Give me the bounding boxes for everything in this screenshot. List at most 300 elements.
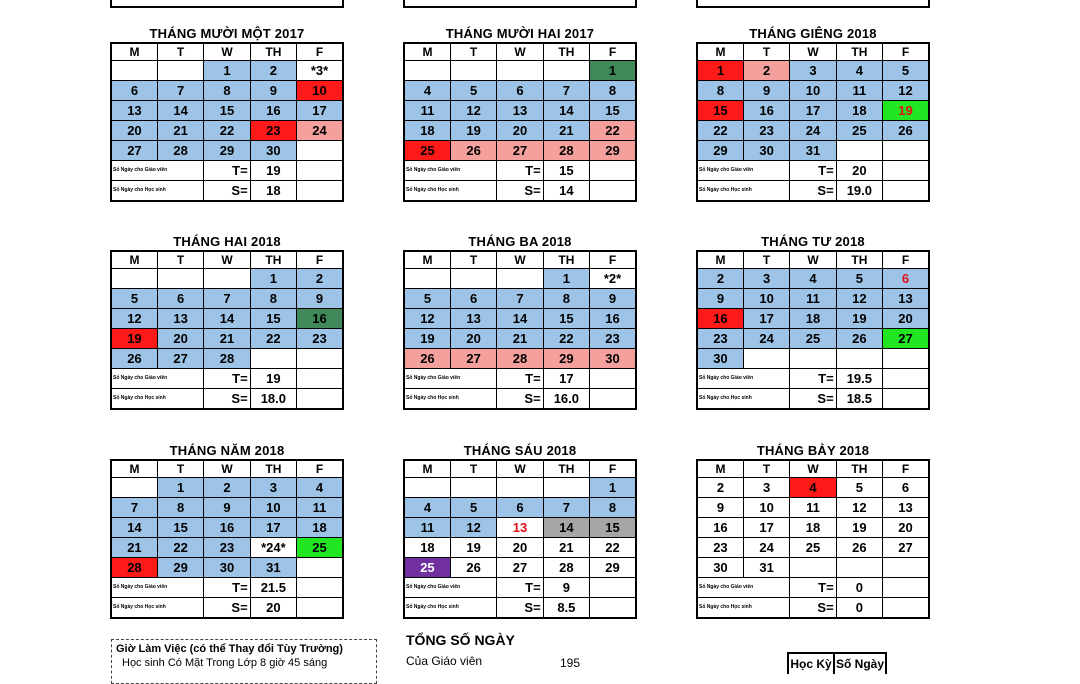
week-row: [111, 61, 343, 81]
day-cell: 15: [250, 309, 296, 329]
day-cell: [404, 269, 450, 289]
teacher-days-label: Số Ngày cho Giáo viên: [111, 161, 204, 181]
empty-cell: [590, 389, 636, 410]
day-cell: 20: [883, 309, 929, 329]
week-row: [404, 498, 636, 518]
weekday-header: W: [204, 251, 250, 269]
day-cell: 25: [790, 538, 836, 558]
teacher-days-value: 15: [543, 161, 589, 181]
student-key: S=: [497, 389, 543, 410]
day-cell: 26: [404, 349, 450, 369]
day-cell: 6: [883, 478, 929, 498]
teacher-days-value: 20: [836, 161, 882, 181]
weekday-header: F: [590, 460, 636, 478]
day-cell: 3: [743, 269, 789, 289]
student-days-value: 8.5: [543, 598, 589, 619]
day-cell: 22: [590, 538, 636, 558]
day-cell: [497, 61, 543, 81]
day-cell: 22: [543, 329, 589, 349]
day-cell: 21: [204, 329, 250, 349]
student-days-value: 18: [250, 181, 296, 202]
weekday-header: W: [204, 43, 250, 61]
day-cell: 18: [297, 518, 343, 538]
weekday-header: T: [450, 43, 496, 61]
week-row: [111, 121, 343, 141]
day-cell: 23: [297, 329, 343, 349]
day-cell: 13: [111, 101, 157, 121]
day-cell: 10: [790, 81, 836, 101]
week-row: [697, 309, 929, 329]
day-cell: [157, 61, 203, 81]
weekday-header: F: [297, 251, 343, 269]
day-cell: 26: [836, 538, 882, 558]
days-header: Số Ngày: [835, 652, 887, 674]
day-cell: 7: [543, 498, 589, 518]
weekday-header: F: [883, 251, 929, 269]
empty-cell: [297, 161, 343, 181]
day-cell: 16: [697, 309, 743, 329]
month-title: THÁNG MƯỜI MỘT 2017: [149, 26, 305, 41]
week-row: [697, 518, 929, 538]
student-days-row: [404, 389, 636, 410]
day-cell: 20: [497, 538, 543, 558]
student-days-label: Số Ngày cho Học sinh: [697, 598, 790, 619]
month-title: THÁNG HAI 2018: [173, 234, 281, 249]
day-cell: [543, 61, 589, 81]
day-cell: 15: [204, 101, 250, 121]
day-cell: 17: [743, 309, 789, 329]
day-cell: 8: [157, 498, 203, 518]
day-cell: 10: [250, 498, 296, 518]
weekday-header: F: [297, 460, 343, 478]
week-row: [697, 269, 929, 289]
day-cell: 28: [157, 141, 203, 161]
week-row: [111, 269, 343, 289]
weekday-header: M: [697, 460, 743, 478]
teacher-key: T=: [790, 369, 836, 389]
weekday-header: W: [497, 43, 543, 61]
student-days-value: 19.0: [836, 181, 882, 202]
day-cell: 1: [250, 269, 296, 289]
day-cell: 12: [404, 309, 450, 329]
student-days-value: 14: [543, 181, 589, 202]
teacher-days-value: 21.5: [250, 578, 296, 598]
student-days-row: [111, 181, 343, 202]
student-days-value: 18.0: [250, 389, 296, 410]
day-cell: 17: [743, 518, 789, 538]
weekday-header: F: [883, 460, 929, 478]
day-cell: 18: [404, 538, 450, 558]
teacher-days-value: 0: [836, 578, 882, 598]
day-cell: 5: [836, 269, 882, 289]
day-cell: 19: [111, 329, 157, 349]
day-cell: 17: [790, 101, 836, 121]
weekday-header: T: [450, 251, 496, 269]
day-cell: 6: [883, 269, 929, 289]
day-cell: [497, 478, 543, 498]
day-cell: [111, 478, 157, 498]
day-cell: 15: [157, 518, 203, 538]
month-grid: [403, 250, 637, 410]
teacher-days-label: Số Ngày cho Giáo viên: [404, 369, 497, 389]
day-cell: 5: [836, 478, 882, 498]
day-cell: 18: [836, 101, 882, 121]
student-days-row: [697, 389, 929, 410]
day-cell: 12: [836, 498, 882, 518]
day-cell: 1: [204, 61, 250, 81]
day-cell: 20: [883, 518, 929, 538]
day-cell: 2: [697, 478, 743, 498]
day-cell: 4: [836, 61, 882, 81]
teacher-days-value: 19: [250, 161, 296, 181]
month-grid: [403, 459, 637, 619]
week-row: [111, 498, 343, 518]
day-cell: 15: [543, 309, 589, 329]
day-cell: 29: [697, 141, 743, 161]
weekday-header: W: [790, 43, 836, 61]
student-key: S=: [790, 181, 836, 202]
day-cell: 26: [450, 558, 496, 578]
day-cell: 14: [204, 309, 250, 329]
month-calendar: [403, 26, 637, 202]
day-cell: 19: [836, 518, 882, 538]
empty-cell: [883, 161, 929, 181]
day-cell: 5: [883, 61, 929, 81]
month-title: THÁNG BẢY 2018: [756, 443, 870, 458]
weekday-header: W: [790, 251, 836, 269]
day-cell: 13: [157, 309, 203, 329]
weekday-header: W: [204, 460, 250, 478]
day-cell: 6: [157, 289, 203, 309]
weekday-header: T: [157, 460, 203, 478]
teacher-days-row: [697, 161, 929, 181]
teacher-days-row: [404, 578, 636, 598]
day-cell: [450, 61, 496, 81]
day-cell: 16: [297, 309, 343, 329]
week-row: [404, 558, 636, 578]
month-calendar: [110, 234, 344, 410]
teacher-total-value: 195: [560, 656, 581, 670]
month-grid: [110, 459, 344, 619]
day-cell: [790, 349, 836, 369]
month-grid: [110, 250, 344, 410]
empty-cell: [590, 369, 636, 389]
day-cell: 12: [450, 518, 496, 538]
day-cell: 22: [590, 121, 636, 141]
teacher-days-label: Số Ngày cho Giáo viên: [111, 578, 204, 598]
day-cell: 2: [204, 478, 250, 498]
week-row: [404, 518, 636, 538]
day-cell: 8: [697, 81, 743, 101]
day-cell: 14: [543, 101, 589, 121]
day-cell: [204, 269, 250, 289]
month-calendar: [696, 234, 930, 410]
month-calendar: [696, 443, 930, 619]
day-cell: 29: [590, 141, 636, 161]
day-cell: [497, 269, 543, 289]
student-days-label: Số Ngày cho Học sinh: [111, 181, 204, 202]
day-cell: 6: [497, 81, 543, 101]
day-cell: 25: [404, 558, 450, 578]
teacher-total-label: Của Giáo viên: [406, 654, 483, 668]
day-cell: [836, 141, 882, 161]
week-row: [111, 518, 343, 538]
weekday-header: T: [157, 251, 203, 269]
month-title: THÁNG BA 2018: [468, 234, 572, 249]
day-cell: 28: [543, 141, 589, 161]
day-cell: 29: [204, 141, 250, 161]
day-cell: [743, 349, 789, 369]
weekday-header: M: [404, 251, 450, 269]
empty-cell: [297, 369, 343, 389]
day-cell: 15: [590, 518, 636, 538]
teacher-key: T=: [790, 161, 836, 181]
day-cell: [450, 478, 496, 498]
student-key: S=: [790, 598, 836, 619]
day-cell: 25: [836, 121, 882, 141]
empty-cell: [297, 578, 343, 598]
teacher-days-label: Số Ngày cho Giáo viên: [697, 369, 790, 389]
semester-header: Học Kỳ: [787, 652, 835, 674]
day-cell: 24: [790, 121, 836, 141]
day-cell: 20: [497, 121, 543, 141]
day-cell: 19: [836, 309, 882, 329]
teacher-key: T=: [790, 578, 836, 598]
day-cell: 21: [543, 121, 589, 141]
day-cell: 9: [697, 289, 743, 309]
student-days-row: [404, 598, 636, 619]
day-cell: 9: [250, 81, 296, 101]
day-cell: 4: [404, 498, 450, 518]
day-cell: 28: [111, 558, 157, 578]
day-cell: *2*: [590, 269, 636, 289]
week-row: [111, 329, 343, 349]
day-cell: 4: [404, 81, 450, 101]
teacher-days-value: 19.5: [836, 369, 882, 389]
weekday-header: T: [450, 460, 496, 478]
week-row: [111, 101, 343, 121]
week-row: [697, 498, 929, 518]
weekday-header: T: [743, 460, 789, 478]
day-cell: 6: [450, 289, 496, 309]
weekday-header: W: [497, 460, 543, 478]
day-cell: 24: [743, 329, 789, 349]
teacher-key: T=: [204, 578, 250, 598]
day-cell: 8: [590, 81, 636, 101]
day-cell: 25: [790, 329, 836, 349]
day-cell: [450, 269, 496, 289]
day-cell: 22: [157, 538, 203, 558]
day-cell: 8: [204, 81, 250, 101]
teacher-days-label: Số Ngày cho Giáo viên: [111, 369, 204, 389]
month-title: THÁNG TƯ 2018: [761, 234, 865, 249]
day-cell: 17: [250, 518, 296, 538]
day-cell: 9: [297, 289, 343, 309]
week-row: [697, 81, 929, 101]
empty-cell: [883, 389, 929, 410]
week-row: [697, 121, 929, 141]
day-cell: [883, 349, 929, 369]
day-cell: 26: [450, 141, 496, 161]
day-cell: 26: [111, 349, 157, 369]
student-days-row: [111, 389, 343, 410]
week-row: [697, 478, 929, 498]
day-cell: 1: [590, 478, 636, 498]
total-days-section: [406, 632, 626, 668]
day-cell: 27: [883, 538, 929, 558]
day-cell: 2: [697, 269, 743, 289]
teacher-days-row: [111, 578, 343, 598]
day-cell: 11: [790, 289, 836, 309]
day-cell: 16: [250, 101, 296, 121]
month-grid: [696, 42, 930, 202]
day-cell: 10: [743, 498, 789, 518]
weekday-header: TH: [836, 460, 882, 478]
student-days-label: Số Ngày cho Học sinh: [404, 389, 497, 410]
day-cell: 1: [697, 61, 743, 81]
week-row: [404, 478, 636, 498]
student-days-label: Số Ngày cho Học sinh: [404, 598, 497, 619]
day-cell: 7: [543, 81, 589, 101]
day-cell: 3: [250, 478, 296, 498]
weekday-header: M: [111, 460, 157, 478]
day-cell: 29: [157, 558, 203, 578]
day-cell: 30: [697, 349, 743, 369]
day-cell: 23: [590, 329, 636, 349]
weekday-header: TH: [543, 251, 589, 269]
day-cell: 11: [297, 498, 343, 518]
day-cell: 2: [743, 61, 789, 81]
day-cell: [297, 349, 343, 369]
weekday-header: TH: [250, 251, 296, 269]
teacher-key: T=: [204, 161, 250, 181]
student-days-value: 0: [836, 598, 882, 619]
weekday-header: TH: [543, 460, 589, 478]
weekday-header: TH: [836, 43, 882, 61]
day-cell: 10: [297, 81, 343, 101]
month-title: THÁNG NĂM 2018: [169, 443, 285, 458]
empty-cell: [883, 598, 929, 619]
student-hours-text: Học sinh Có Mặt Trong Lớp 8 giờ 45 sáng: [122, 657, 328, 669]
weekday-header: M: [404, 43, 450, 61]
month-title: THÁNG GIÊNG 2018: [749, 26, 877, 41]
teacher-days-value: 17: [543, 369, 589, 389]
day-cell: 24: [297, 121, 343, 141]
weekday-header: TH: [250, 460, 296, 478]
empty-cell: [590, 598, 636, 619]
student-key: S=: [204, 389, 250, 410]
week-row: [697, 61, 929, 81]
day-cell: 14: [111, 518, 157, 538]
day-cell: 27: [157, 349, 203, 369]
day-cell: 22: [250, 329, 296, 349]
weekday-header: TH: [543, 43, 589, 61]
day-cell: 20: [111, 121, 157, 141]
day-cell: [297, 141, 343, 161]
day-cell: [543, 478, 589, 498]
day-cell: 11: [404, 518, 450, 538]
week-row: [404, 141, 636, 161]
day-cell: 10: [743, 289, 789, 309]
teacher-days-row: [404, 369, 636, 389]
day-cell: 9: [590, 289, 636, 309]
day-cell: 14: [497, 309, 543, 329]
month-calendar: [110, 443, 344, 619]
student-key: S=: [497, 181, 543, 202]
day-cell: [790, 558, 836, 578]
teacher-key: T=: [497, 161, 543, 181]
day-cell: 13: [497, 101, 543, 121]
day-cell: 16: [590, 309, 636, 329]
teacher-days-row: [697, 369, 929, 389]
week-row: [697, 329, 929, 349]
teacher-days-label: Số Ngày cho Giáo viên: [697, 161, 790, 181]
day-cell: 25: [297, 538, 343, 558]
weekday-header: W: [790, 460, 836, 478]
teacher-days-value: 9: [543, 578, 589, 598]
student-days-label: Số Ngày cho Học sinh: [111, 598, 204, 619]
day-cell: 29: [590, 558, 636, 578]
day-cell: 6: [111, 81, 157, 101]
day-cell: 18: [404, 121, 450, 141]
working-hours-title: Giờ Làm Việc (có thể Thay đổi Tùy Trường): [116, 643, 343, 655]
day-cell: 21: [157, 121, 203, 141]
day-cell: 19: [450, 538, 496, 558]
week-row: [697, 141, 929, 161]
day-cell: 19: [404, 329, 450, 349]
day-cell: 4: [790, 478, 836, 498]
total-days-title: TỔNG SỐ NGÀY: [406, 632, 515, 648]
teacher-days-row: [404, 161, 636, 181]
day-cell: 12: [111, 309, 157, 329]
day-cell: 2: [297, 269, 343, 289]
day-cell: 24: [743, 538, 789, 558]
day-cell: 1: [157, 478, 203, 498]
week-row: [404, 121, 636, 141]
day-cell: 15: [590, 101, 636, 121]
day-cell: 12: [883, 81, 929, 101]
month-grid: [696, 459, 930, 619]
day-cell: 7: [157, 81, 203, 101]
week-row: [404, 309, 636, 329]
day-cell: *24*: [250, 538, 296, 558]
weekday-header: M: [404, 460, 450, 478]
day-cell: 23: [697, 329, 743, 349]
day-cell: [836, 349, 882, 369]
teacher-days-row: [111, 161, 343, 181]
day-cell: 23: [250, 121, 296, 141]
week-row: [404, 101, 636, 121]
day-cell: 12: [836, 289, 882, 309]
empty-cell: [883, 181, 929, 202]
student-key: S=: [497, 598, 543, 619]
day-cell: 23: [697, 538, 743, 558]
weekday-header: F: [590, 251, 636, 269]
week-row: [697, 101, 929, 121]
day-cell: 18: [790, 309, 836, 329]
day-cell: 14: [543, 518, 589, 538]
previous-row-table-edge: [110, 0, 344, 8]
day-cell: 31: [743, 558, 789, 578]
day-cell: 3: [790, 61, 836, 81]
day-cell: 20: [157, 329, 203, 349]
week-row: [111, 538, 343, 558]
day-cell: 13: [497, 518, 543, 538]
day-cell: 15: [697, 101, 743, 121]
month-calendar: [696, 26, 930, 202]
day-cell: 5: [404, 289, 450, 309]
week-row: [697, 289, 929, 309]
